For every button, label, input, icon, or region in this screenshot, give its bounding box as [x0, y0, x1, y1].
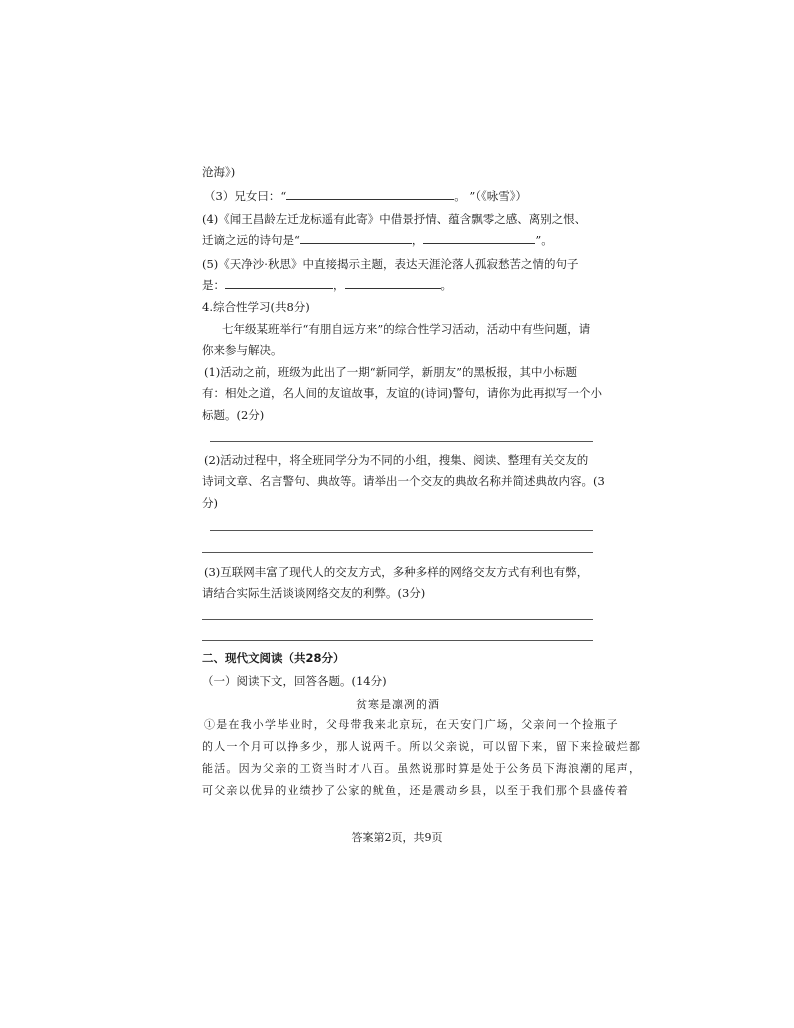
paragraph-line: 标题。(2分) [202, 408, 265, 422]
paragraph-line: 诗词文章、名言警句、典故等。请举出一个交友的典故名称并简述典故内容。(3 [202, 474, 605, 488]
paragraph-line: 你来参与解决。 [202, 343, 283, 357]
question-4-line: (4)《闻王昌龄左迁龙标遥有此寄》中借景抒情、蕴含飘零之感、离别之恨、 [202, 212, 587, 226]
question-4-prefix: 迁谪之远的诗句是“ [202, 233, 300, 247]
question-5-line: (5)《天净沙·秋思》中直接揭示主题，表达天涯沦落人孤寂愁苦之情的句子 [202, 257, 579, 271]
section-title: 二、现代文阅读（共28分） [202, 651, 345, 665]
story-line: 可父亲以优异的业绩抄了公家的鱿鱼，还是震动乡县，以至于我们那个县盛传着 [202, 784, 629, 797]
paragraph-line: 七年级某班举行“有朋自远方来”的综合性学习活动，活动中有些问题，请 [222, 322, 591, 336]
separator: ， [333, 278, 345, 292]
answer-blank[interactable] [225, 277, 333, 289]
section-heading: 4.综合性学习(共8分) [202, 300, 310, 314]
question-3-prefix: （3）兄女曰：“ [204, 189, 287, 203]
paragraph-line: 分) [202, 496, 218, 510]
answer-blank[interactable] [300, 232, 412, 244]
separator: ， [411, 233, 424, 247]
answer-blank[interactable] [423, 232, 535, 244]
story-line: 能活。因为父亲的工资当时才八百。虽然说那时算是处于公务员下海浪潮的尾声， [202, 762, 642, 775]
paragraph-line: (3)互联网丰富了现代人的交友方式，多种多样的网络交友方式有利也有弊， [204, 565, 589, 579]
story-title: 贫寒是凛冽的酒 [356, 698, 440, 711]
question-4-suffix: ”。 [535, 233, 553, 247]
answer-blank[interactable] [286, 188, 454, 200]
subsection-title: （一）阅读下文，回答各题。(14分) [202, 674, 387, 688]
question-5-suffix: 。 [440, 278, 452, 292]
paragraph-line: (1)活动之前，班级为此出了一期“新同学，新朋友”的黑板报，其中小标题 [204, 365, 578, 379]
paragraph-line: 请结合实际生活谈谈网络交友的利弊。(3分) [202, 586, 426, 600]
answer-line[interactable] [202, 552, 593, 553]
question-5-answer-line [202, 277, 594, 292]
answer-line[interactable] [202, 619, 593, 620]
paragraph-line: (2)活动过程中，将全班同学分为不同的小组，搜集、阅读、整理有关交友的 [204, 453, 589, 467]
question-4-answer-line [202, 232, 594, 247]
story-line: ①是在我小学毕业时，父母带我来北京玩，在天安门广场，父亲问一个捡瓶子 [204, 718, 619, 731]
answer-line[interactable] [210, 441, 593, 442]
answer-line[interactable] [210, 530, 593, 531]
text-line: 沧海》) [202, 165, 236, 179]
page-footer: 答案第2页，共9页 [351, 831, 443, 844]
story-line: 的人一个月可以挣多少，那人说两千。所以父亲说，可以留下来，留下来捡破烂都 [202, 740, 642, 753]
question-3-line [204, 188, 596, 203]
answer-blank[interactable] [345, 277, 441, 289]
answer-line[interactable] [202, 640, 593, 641]
paragraph-line: 有：相处之道，名人间的友谊故事，友谊的(诗词)警句，请你为此再拟写一个小 [202, 386, 602, 400]
question-3-suffix: 。 ”（《咏雪》） [454, 189, 527, 203]
question-5-prefix: 是： [202, 278, 225, 292]
